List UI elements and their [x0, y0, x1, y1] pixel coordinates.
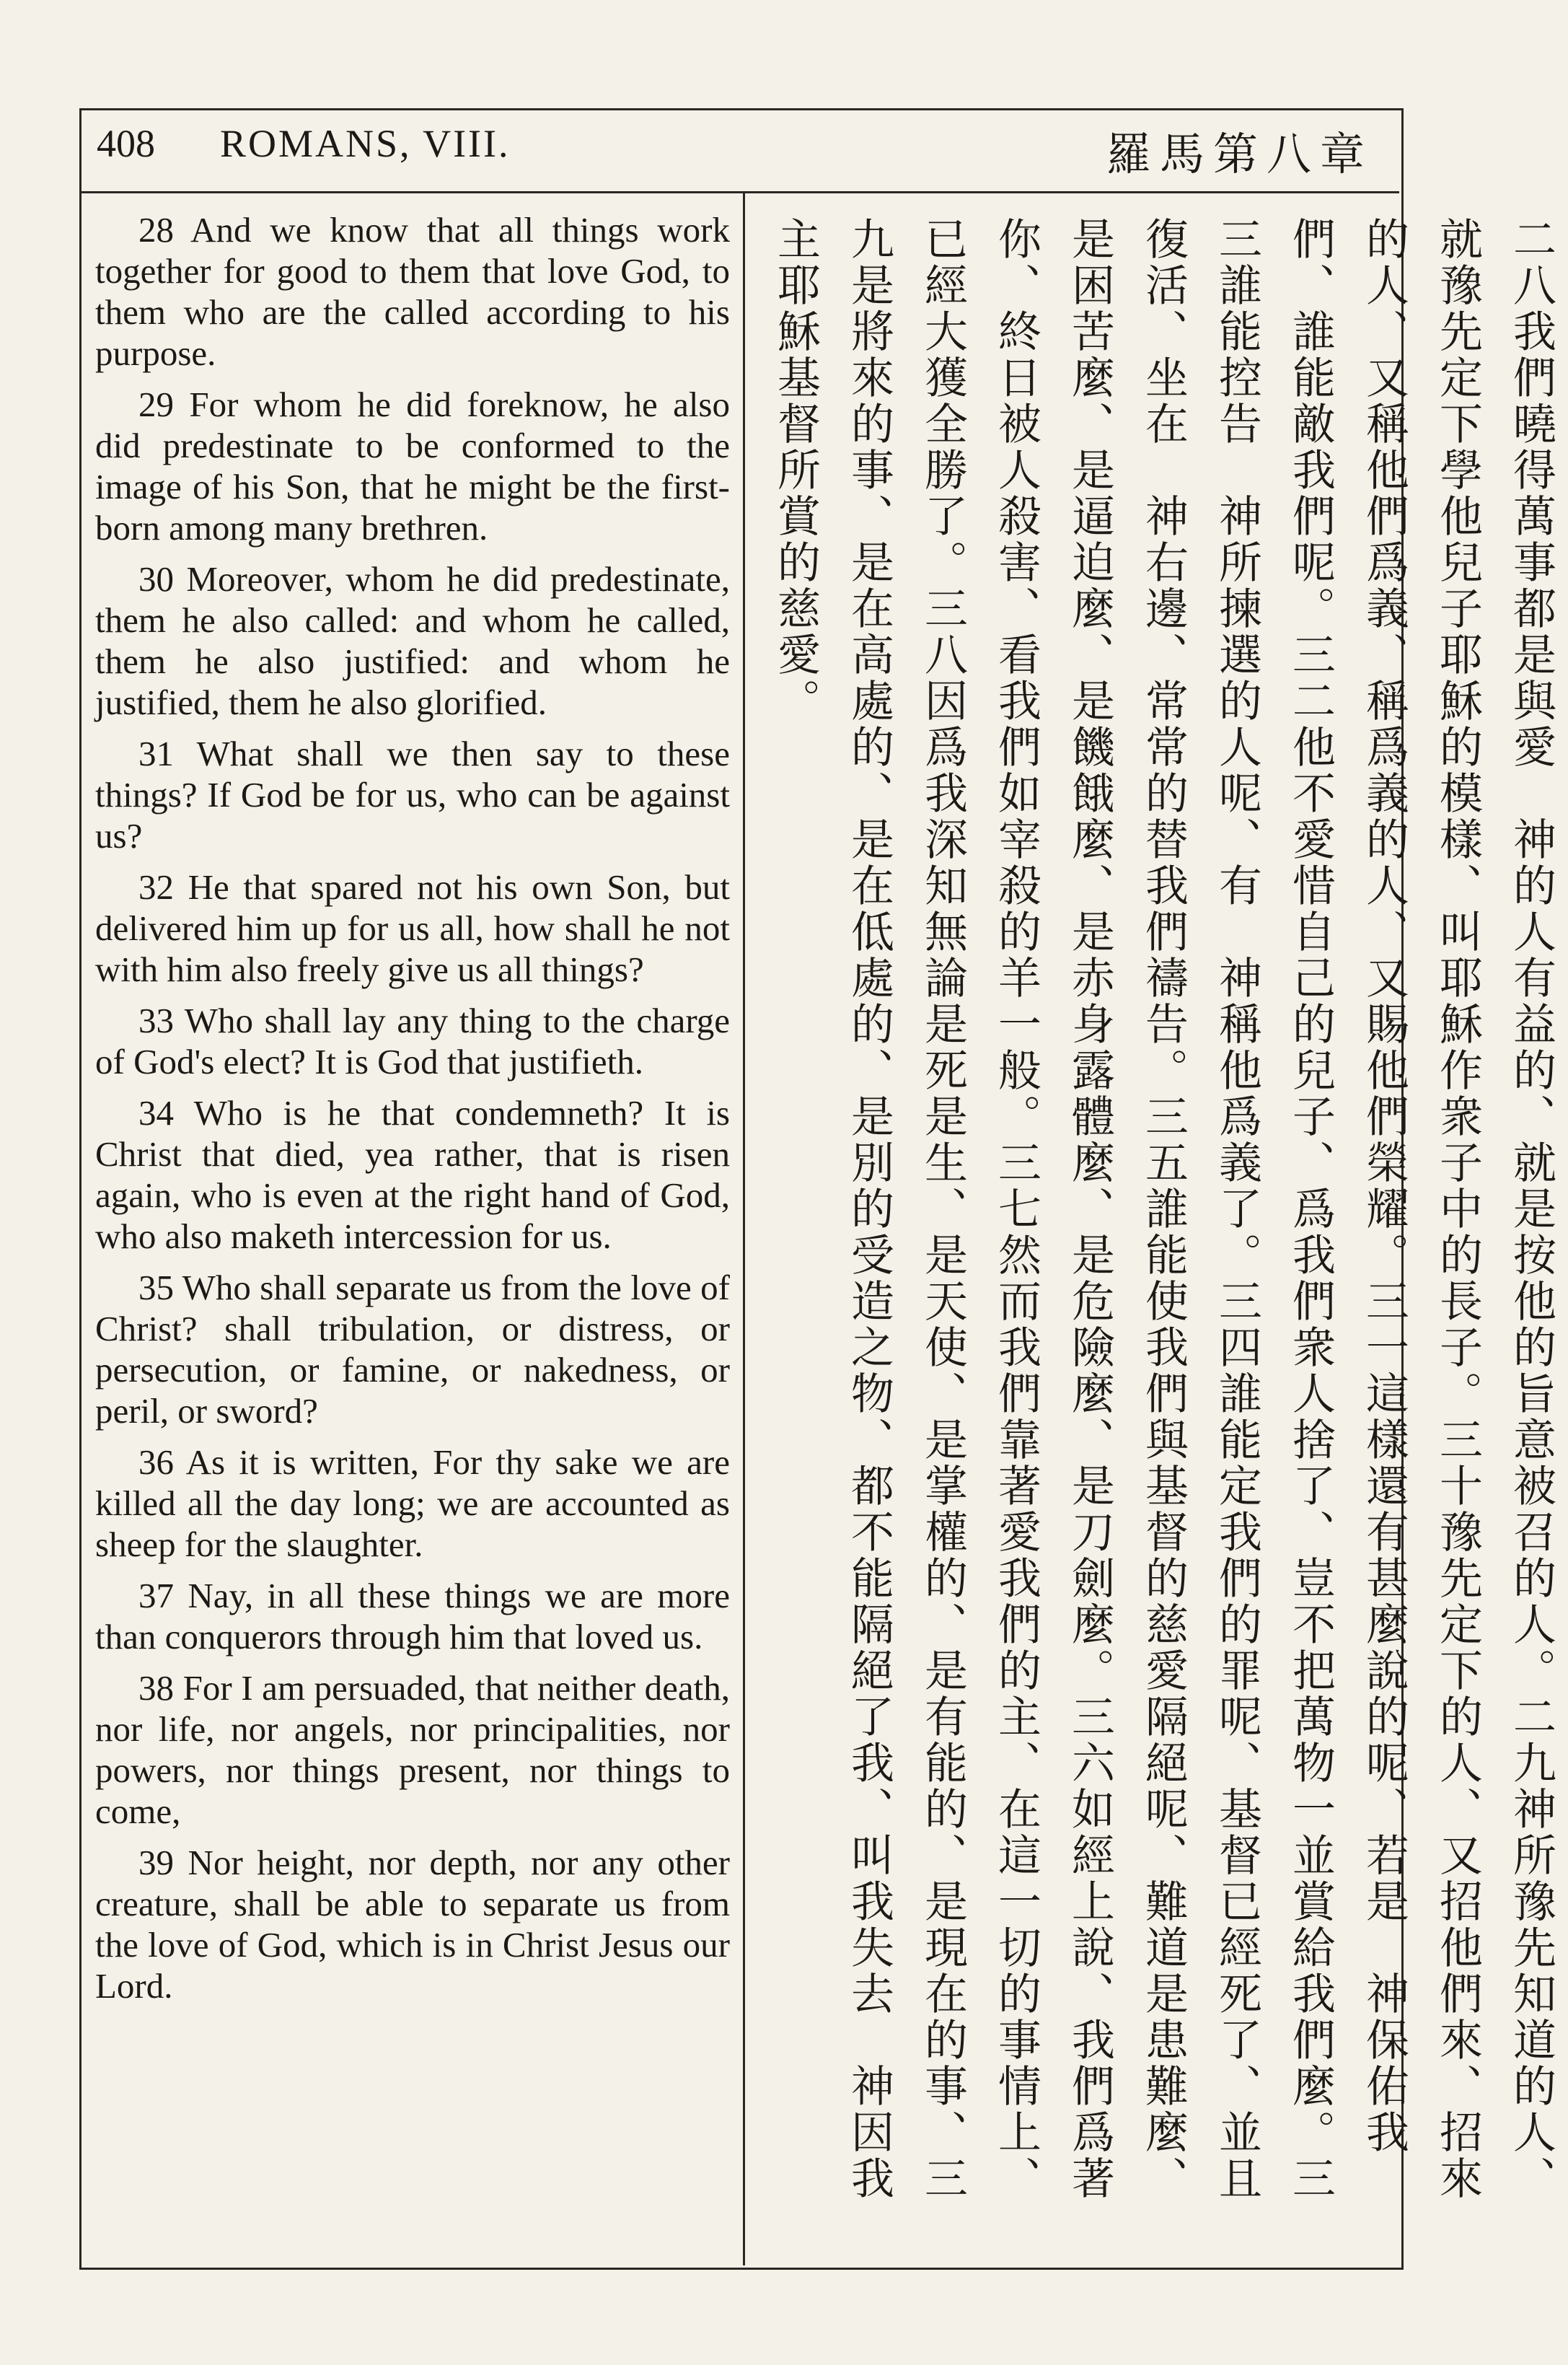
verse-38: 38 For I am persuaded, that neither death, nor life, nor angels, nor principalities, nor powers, nor things present, nor things to come, [95, 1668, 730, 1831]
verse-31: 31 What shall we then say to these things? If God be for us, who can be against us? [95, 734, 730, 856]
chinese-column [759, 216, 1556, 2244]
verse-33: 33 Who shall lay any thing to the charge of God's elect? It is God that justifieth. [95, 1001, 730, 1081]
running-title: ROMANS, VIII. [220, 122, 511, 165]
chinese-running-title: 羅馬第八章 [1106, 128, 1373, 180]
verse-34: 34 Who is he that condemneth? It is Christ that died, yea rather, that is risen again, who is even at the right hand of God, who also maketh intercession for us. [95, 1093, 730, 1256]
verse-28: 28 And we know that all things work together for good to them that love God, to them who are the called according to his purpose. [95, 210, 730, 373]
verse-36: 36 As it is written, For thy sake we are killed all the day long; we are accounted as sheep for the slaughter. [95, 1442, 730, 1564]
page-header [79, 108, 1399, 193]
verse-39: 39 Nor height, nor depth, nor any other creature, shall be able to separate us from the love of God, which is in Christ Jesus our Lord. [95, 1843, 730, 2006]
verse-35: 35 Who shall separate us from the love of Christ? shall tribulation, or distress, or persecution, or famine, or nakedness, or peril, or sword? [95, 1268, 730, 1431]
verse-30: 30 Moreover, whom he did predestinate, them he also called: and whom he called, them he also justified: and whom he justified, them he also glorified. [95, 559, 730, 722]
chinese-text: 二八我們曉得萬事都是與愛 神的人有益的、就是按他的旨意被召的人。二九神所豫先知道的人、就豫先定下學他兒子耶穌的模樣、叫耶穌作衆子中的長子。三十豫先定下的人、又招他們來、招來的人、又稱他們爲義、稱爲義的人、又賜他們榮耀。三一這樣還有甚麼說的呢、若是 神保佑我們、誰能敵我們呢。三二他不愛惜自己的兒子、爲我們衆人捨了、豈不把萬物一並賞給我們麼。三三誰能控告 神所揀選的人呢、有 神稱他爲義了。三四誰能定我們的罪呢、基督已經死了、並且復活、坐在 神右邊、常常的替我們禱告。三五誰能使我們與基督的慈愛隔絕呢、難道是患難麼、是困苦麼、是逼迫麼、是饑餓麼、是赤身露體麼、是危險麼、是刀劍麼。三六如經上說、我們爲著你、終日被人殺害、看我們如宰殺的羊一般。三七然而我們靠著愛我們的主、在這一切的事情上、已經大獲全勝了。三八因爲我深知無論是死是生、是天使、是掌權的、是有能的、是現在的事、三九是將來的事、是在高處的、是在低處的、是別的受造之物、都不能隔絕了我、叫我失去 神因我主耶穌基督所賞的慈愛。 [770, 216, 1556, 2202]
column-divider [743, 193, 745, 2265]
verse-37: 37 Nay, in all these things we are more than conquerors through him that loved us. [95, 1576, 730, 1657]
english-column [95, 209, 730, 2017]
page-number: 408 [97, 122, 155, 165]
verse-32: 32 He that spared not his own Son, but delivered him up for us all, how shall he not with him also freely give us all things? [95, 867, 730, 989]
verse-29: 29 For whom he did foreknow, he also did predestinate to be conformed to the image of his Son, that he might be the first-born among many brethren. [95, 385, 730, 548]
